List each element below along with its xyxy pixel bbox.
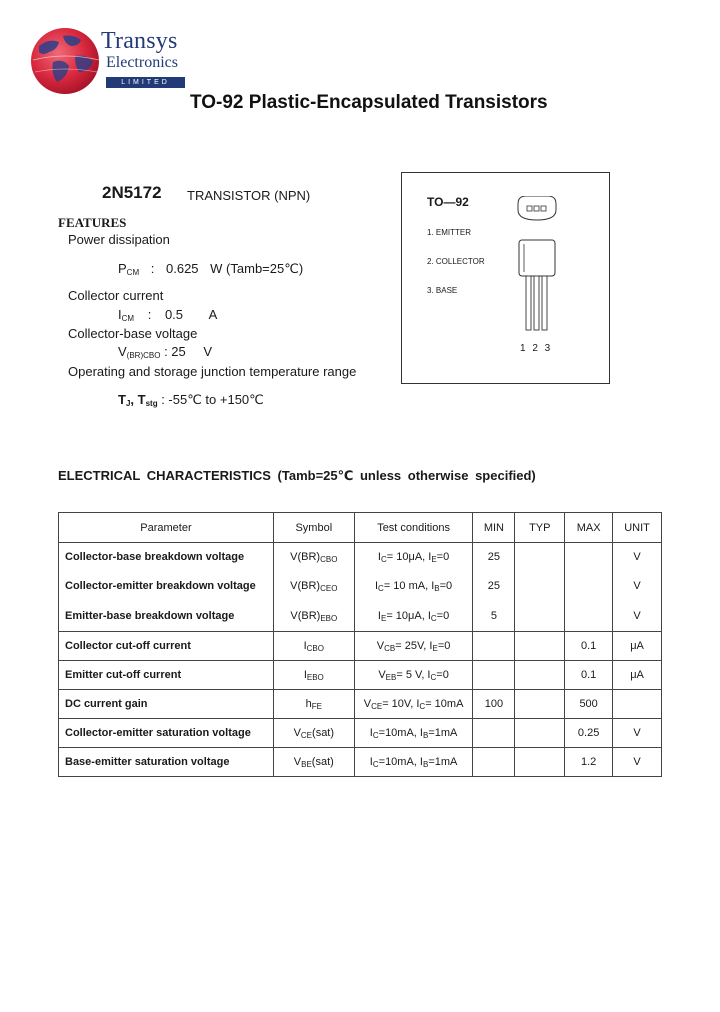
header-max: MAX xyxy=(565,513,613,543)
test-condition: $V_{CE}= 10V$, $I_C= 10mA$ xyxy=(354,690,473,719)
min-value xyxy=(473,748,515,777)
transys-globe-logo xyxy=(29,26,101,96)
symbol: $I_{EBO}$ xyxy=(273,661,354,690)
test-condition: $I_C= 10\mu A$, $I_E=0$ xyxy=(377,551,450,564)
min-value xyxy=(473,661,515,690)
unit-value: μA xyxy=(613,632,662,661)
unit-value xyxy=(613,690,662,719)
min-value: 25 xyxy=(487,551,501,563)
param-emitter-base-breakdown: Emitter-base breakdown voltage xyxy=(65,609,235,622)
power-dissipation-label: Power dissipation xyxy=(68,232,170,247)
max-value: 1.2 xyxy=(565,748,613,777)
min-value: 100 xyxy=(473,690,515,719)
symbol-vbr-cbo: $V(BR)_{CBO}$ xyxy=(290,551,338,564)
unit-value: V xyxy=(633,580,641,593)
test-condition: $V_{EB}= 5$ V, $I_C=0$ xyxy=(354,661,473,690)
unit-value: μA xyxy=(613,661,662,690)
header-parameter: Parameter xyxy=(59,513,274,543)
header-test-conditions: Test conditions xyxy=(354,513,473,543)
breakdown-min-cell xyxy=(473,543,515,632)
max-value: 0.1 xyxy=(565,632,613,661)
table-header-row xyxy=(59,513,662,543)
param-collector-base-breakdown: Collector-base breakdown voltage xyxy=(65,551,245,563)
table-row-breakdown xyxy=(59,543,662,632)
vcbo-spec: $V_{(BR)CBO}$ : 25 V xyxy=(118,344,213,360)
pcm-spec: $P_{CM}$ : 0.625 W (Tamb=25℃) xyxy=(118,261,304,277)
breakdown-unit-cell xyxy=(613,543,662,632)
max-value: 500 xyxy=(565,690,613,719)
param-name: Emitter cut-off current xyxy=(59,661,274,690)
table-row xyxy=(59,661,662,690)
header-symbol: Symbol xyxy=(273,513,354,543)
table-row xyxy=(59,748,662,777)
breakdown-params-cell xyxy=(59,543,274,632)
min-value: 25 xyxy=(487,580,501,593)
ec-title: ELECTRICAL CHARACTERISTICS (Tamb=25℃ unless otherwise specified) xyxy=(58,468,536,483)
test-condition: $I_E= 10\mu A$, $I_C=0$ xyxy=(377,609,450,623)
param-name: Collector-emitter saturation voltage xyxy=(59,719,274,748)
max-value: 0.1 xyxy=(565,661,613,690)
breakdown-typ-cell xyxy=(515,543,565,632)
header-unit: UNIT xyxy=(613,513,662,543)
symbol: $h_{FE}$ xyxy=(273,690,354,719)
test-condition: $I_C=10mA$, $I_B=1mA$ xyxy=(354,719,473,748)
min-value xyxy=(473,632,515,661)
table-row xyxy=(59,632,662,661)
electrical-characteristics-table xyxy=(58,512,662,777)
typ-value xyxy=(515,690,565,719)
brand-name: Transys xyxy=(101,28,178,54)
min-value: 5 xyxy=(490,609,497,622)
page-title: TO-92 Plastic-Encapsulated Transistors xyxy=(190,92,548,113)
part-number: 2N5172 xyxy=(102,183,162,202)
typ-value xyxy=(515,661,565,690)
pin-3-label: 3. BASE xyxy=(427,286,458,295)
part-description: TRANSISTOR (NPN) xyxy=(187,188,311,203)
brand-subtitle: Electronics xyxy=(106,54,178,71)
header-typ: TYP xyxy=(515,513,565,543)
test-condition: $V_{CB}= 25V$, $I_E=0$ xyxy=(354,632,473,661)
header-min: MIN xyxy=(473,513,515,543)
min-value xyxy=(473,719,515,748)
collector-current-label: Collector current xyxy=(68,288,164,303)
typ-value xyxy=(515,748,565,777)
breakdown-max-cell xyxy=(565,543,613,632)
package-title: TO—92 xyxy=(427,195,469,209)
test-condition: $I_C=10mA$, $I_B=1mA$ xyxy=(354,748,473,777)
symbol-vbr-ebo: $V(BR)_{EBO}$ xyxy=(290,609,338,623)
pin-1-label: 1. EMITTER xyxy=(427,228,472,237)
symbol: $V_{BE}(sat)$ xyxy=(273,748,354,777)
breakdown-tests-cell xyxy=(354,543,473,632)
param-name: Base-emitter saturation voltage xyxy=(59,748,274,777)
typ-value xyxy=(515,719,565,748)
max-value: 0.25 xyxy=(565,719,613,748)
param-name: DC current gain xyxy=(59,690,274,719)
to92-package-icon xyxy=(512,196,562,336)
typ-value xyxy=(515,632,565,661)
brand-tag: LIMITED xyxy=(106,77,185,88)
table-row xyxy=(59,719,662,748)
symbol: $V_{CE}(sat)$ xyxy=(273,719,354,748)
symbol: $I_{CBO}$ xyxy=(273,632,354,661)
temperature-range-label: Operating and storage junction temperature range xyxy=(68,364,357,379)
unit-value: V xyxy=(613,748,662,777)
symbol-vbr-ceo: $V(BR)_{CEO}$ xyxy=(290,580,338,594)
unit-value: V xyxy=(633,551,641,563)
icm-spec: $I_{CM}$ : 0.5 A xyxy=(118,307,218,323)
tj-tstg-spec: $T_J$, $T_{stg}$ : -55℃ to +150℃ xyxy=(118,392,264,408)
param-name: Collector cut-off current xyxy=(59,632,274,661)
unit-value: V xyxy=(613,719,662,748)
param-collector-emitter-breakdown: Collector-emitter breakdown voltage xyxy=(65,580,256,593)
breakdown-symbols-cell xyxy=(273,543,354,632)
unit-value: V xyxy=(633,609,641,622)
collector-base-voltage-label: Collector-base voltage xyxy=(68,326,198,341)
test-condition: $I_C= 10$ mA, $I_B=0$ xyxy=(374,580,453,594)
pin-numbers: 1 2 3 xyxy=(520,343,553,354)
table-row xyxy=(59,690,662,719)
pin-2-label: 2. COLLECTOR xyxy=(427,257,485,266)
features-heading: FEATURES xyxy=(58,215,127,230)
